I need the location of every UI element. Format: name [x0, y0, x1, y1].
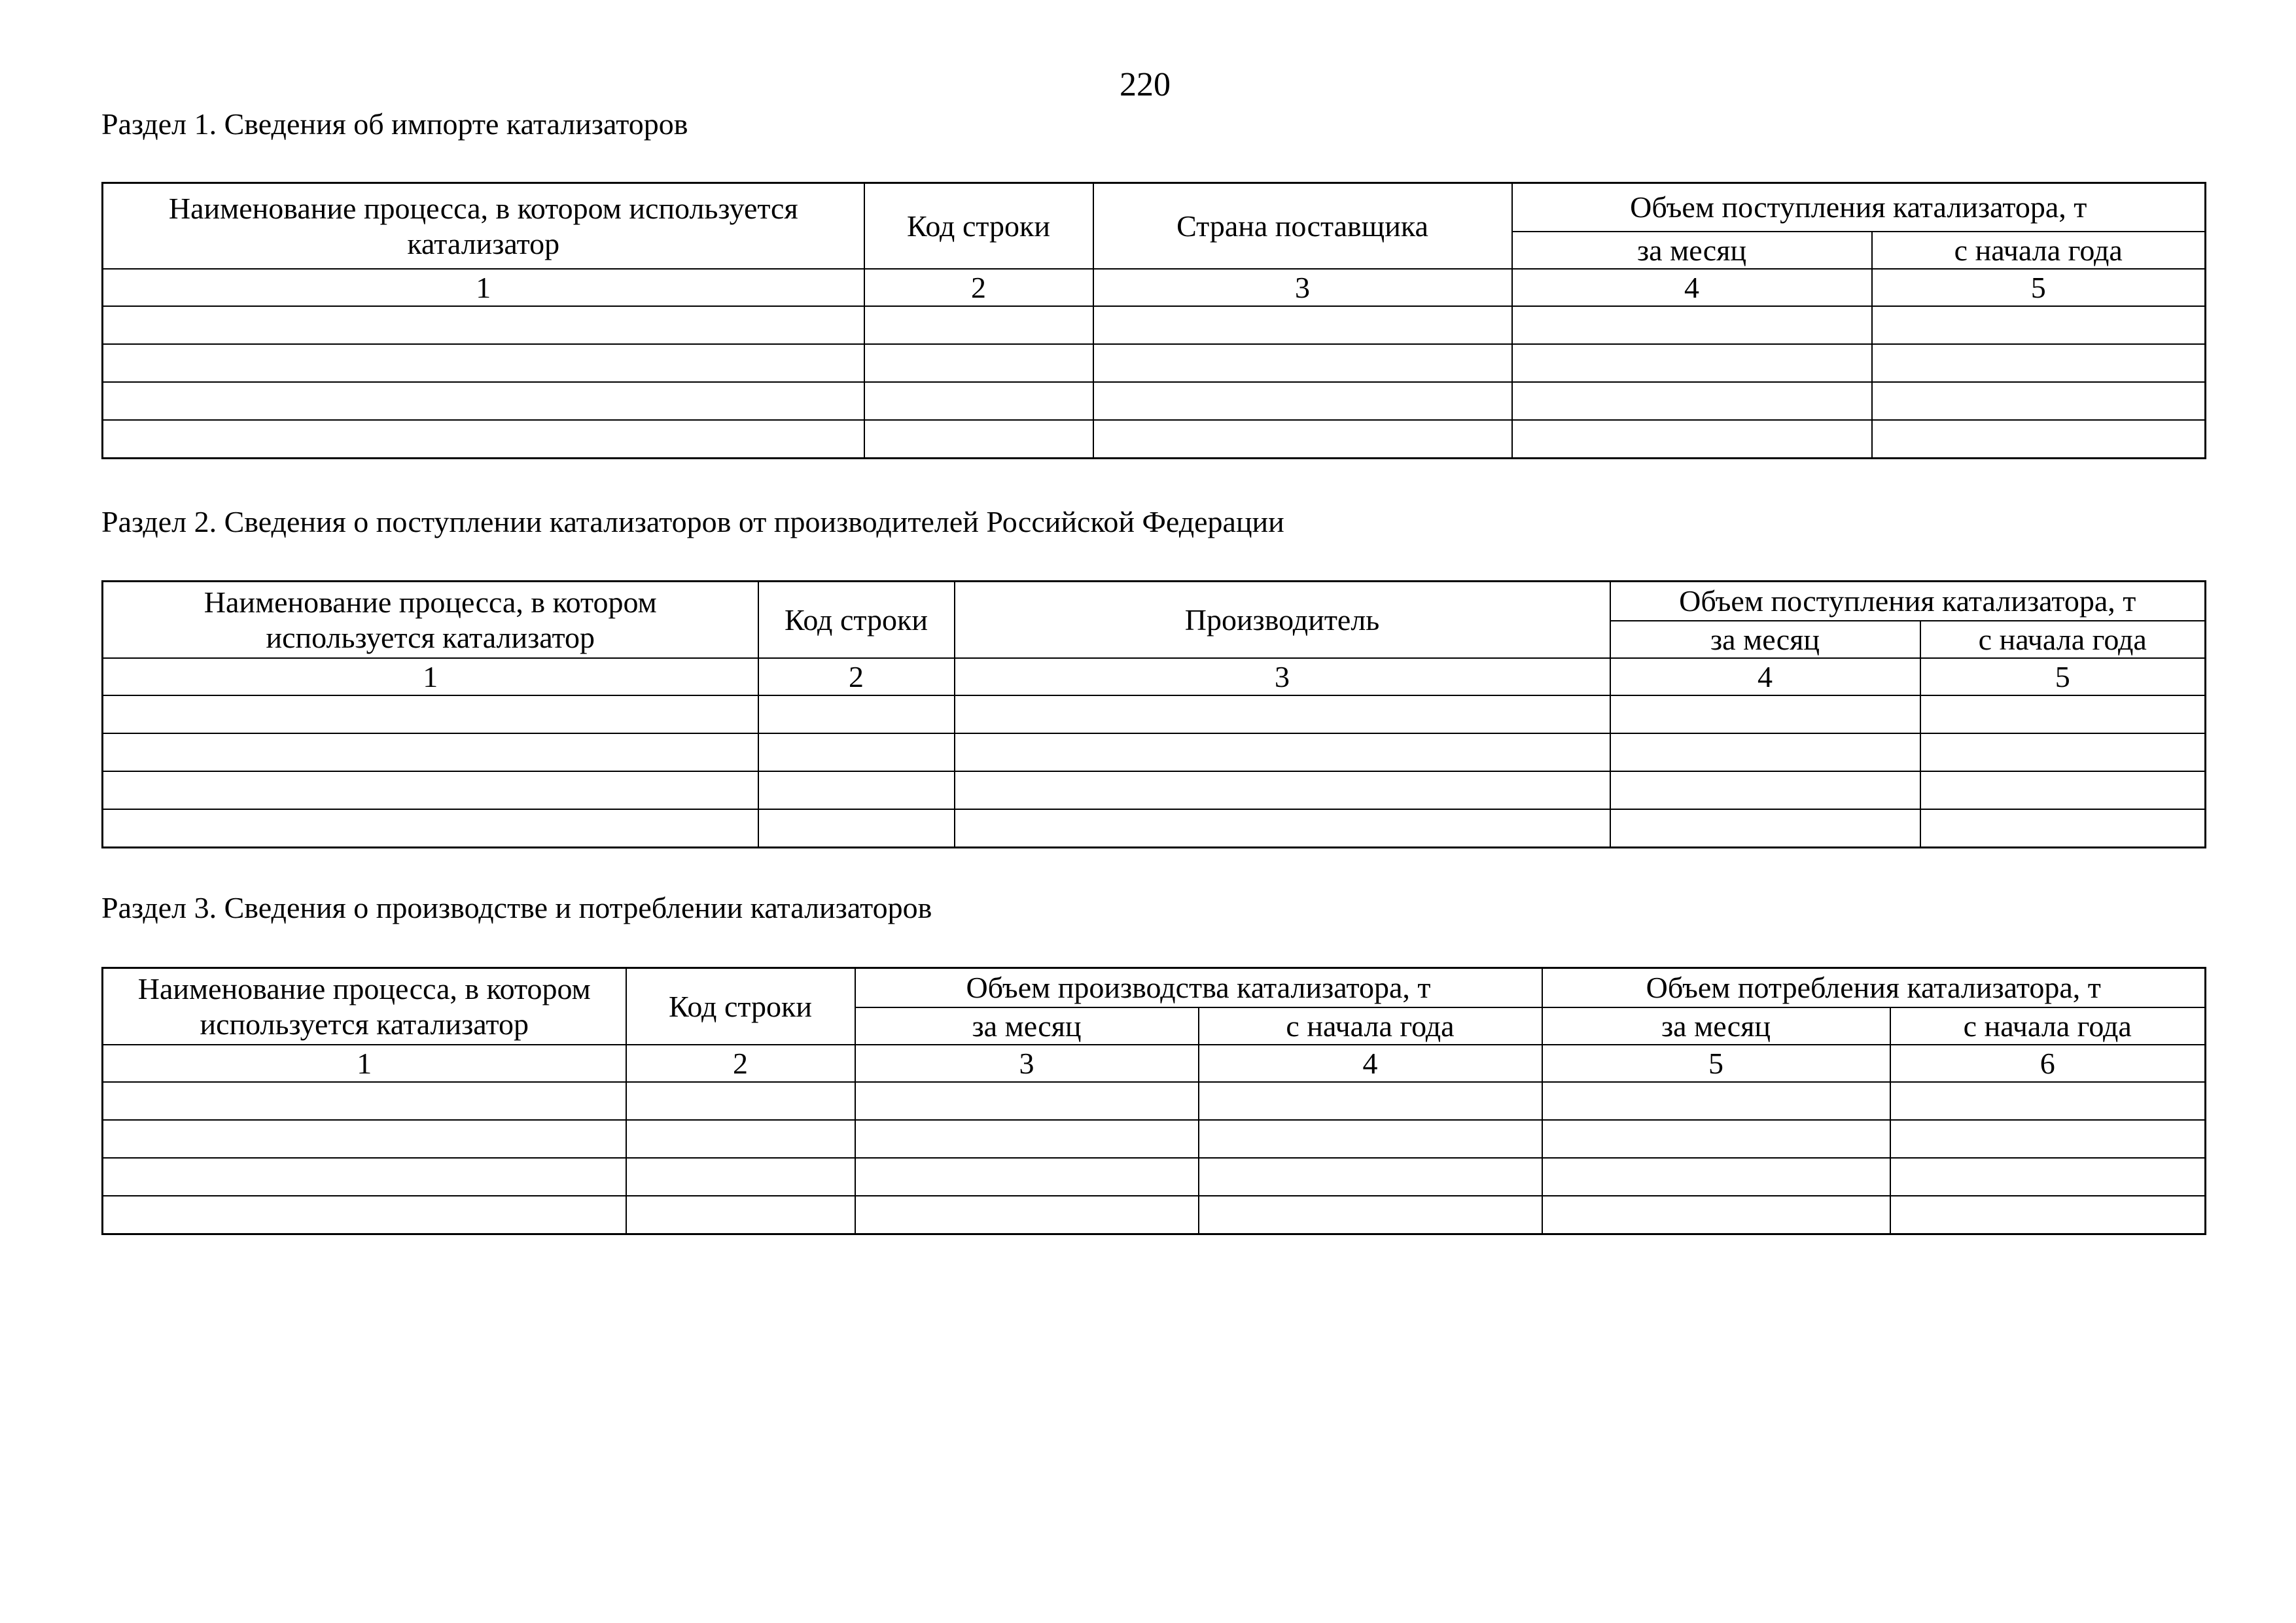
empty-cell[interactable] [1890, 1196, 2206, 1234]
header-production-year-to-date: с начала года [1199, 1007, 1542, 1045]
empty-cell[interactable] [1199, 1196, 1542, 1234]
empty-cell[interactable] [864, 344, 1093, 382]
empty-cell[interactable] [103, 344, 864, 382]
empty-cell[interactable] [626, 1196, 855, 1234]
empty-cell[interactable] [1199, 1120, 1542, 1158]
column-number: 5 [1920, 658, 2206, 695]
empty-cell[interactable] [758, 771, 955, 809]
empty-cell[interactable] [103, 1196, 626, 1234]
empty-cell[interactable] [855, 1120, 1199, 1158]
column-number: 2 [626, 1045, 855, 1082]
empty-cell[interactable] [864, 306, 1093, 344]
header-producer: Производитель [955, 582, 1610, 659]
page-number: 220 [1120, 66, 1171, 103]
column-number: 5 [1872, 269, 2206, 306]
empty-cell[interactable] [864, 382, 1093, 420]
header-receipt-volume: Объем поступления катализатора, т [1610, 582, 2206, 621]
header-supplier-country: Страна поставщика [1093, 183, 1512, 270]
column-number: 4 [1610, 658, 1920, 695]
header-process-name: Наименование процесса, в котором используется катализатор [103, 582, 758, 659]
empty-cell[interactable] [103, 420, 864, 459]
column-number: 1 [103, 658, 758, 695]
empty-cell[interactable] [103, 382, 864, 420]
header-row-code: Код строки [626, 968, 855, 1045]
empty-cell[interactable] [103, 695, 758, 733]
header-row-code: Код строки [864, 183, 1093, 270]
empty-cell[interactable] [955, 771, 1610, 809]
empty-cell[interactable] [103, 771, 758, 809]
empty-cell[interactable] [855, 1196, 1199, 1234]
empty-cell[interactable] [1512, 306, 1872, 344]
empty-cell[interactable] [758, 695, 955, 733]
column-number: 2 [758, 658, 955, 695]
table-row [103, 306, 2206, 344]
empty-cell[interactable] [103, 306, 864, 344]
empty-cell[interactable] [864, 420, 1093, 459]
empty-cell[interactable] [1610, 695, 1920, 733]
empty-cell[interactable] [1920, 733, 2206, 771]
section-3-title: Раздел 3. Сведения о производстве и потреблении катализаторов [101, 891, 932, 924]
column-number: 5 [1542, 1045, 1890, 1082]
section-2-table [101, 580, 2206, 848]
empty-cell[interactable] [1872, 344, 2206, 382]
table-row [103, 1120, 2206, 1158]
empty-cell[interactable] [1542, 1120, 1890, 1158]
section-1-table [101, 182, 2206, 459]
empty-cell[interactable] [1199, 1158, 1542, 1196]
empty-cell[interactable] [1542, 1196, 1890, 1234]
table-row [103, 1082, 2206, 1120]
column-number: 3 [1093, 269, 1512, 306]
empty-cell[interactable] [1093, 344, 1512, 382]
empty-cell[interactable] [1890, 1158, 2206, 1196]
empty-cell[interactable] [1920, 695, 2206, 733]
table-row [103, 771, 2206, 809]
empty-cell[interactable] [626, 1082, 855, 1120]
header-consumption-per-month: за месяц [1542, 1007, 1890, 1045]
empty-cell[interactable] [103, 733, 758, 771]
empty-cell[interactable] [955, 695, 1610, 733]
empty-cell[interactable] [1512, 382, 1872, 420]
column-number: 1 [103, 269, 864, 306]
empty-cell[interactable] [1610, 809, 1920, 848]
header-process-name: Наименование процесса, в котором используется катализатор [103, 183, 864, 270]
empty-cell[interactable] [1872, 382, 2206, 420]
table-row [103, 344, 2206, 382]
empty-cell[interactable] [103, 809, 758, 848]
table-row [103, 733, 2206, 771]
table-row [103, 1196, 2206, 1234]
header-per-month: за месяц [1610, 621, 1920, 658]
table-row [103, 1158, 2206, 1196]
header-production-per-month: за месяц [855, 1007, 1199, 1045]
empty-cell[interactable] [103, 1120, 626, 1158]
header-row-code: Код строки [758, 582, 955, 659]
empty-cell[interactable] [1093, 420, 1512, 459]
section-3-table [101, 967, 2206, 1235]
column-number: 6 [1890, 1045, 2206, 1082]
empty-cell[interactable] [1872, 306, 2206, 344]
empty-cell[interactable] [955, 809, 1610, 848]
table-row [103, 809, 2206, 848]
empty-cell[interactable] [1610, 771, 1920, 809]
header-year-to-date: с начала года [1920, 621, 2206, 658]
header-process-name: Наименование процесса, в котором используется катализатор [103, 968, 626, 1045]
empty-cell[interactable] [1920, 771, 2206, 809]
header-production-volume: Объем производства катализатора, т [855, 968, 1542, 1008]
empty-cell[interactable] [1093, 382, 1512, 420]
header-year-to-date: с начала года [1872, 232, 2206, 269]
empty-cell[interactable] [1872, 420, 2206, 459]
table-row [103, 382, 2206, 420]
empty-cell[interactable] [626, 1120, 855, 1158]
column-number: 1 [103, 1045, 626, 1082]
column-number: 2 [864, 269, 1093, 306]
empty-cell[interactable] [1093, 306, 1512, 344]
empty-cell[interactable] [758, 733, 955, 771]
empty-cell[interactable] [1890, 1082, 2206, 1120]
column-number: 3 [955, 658, 1610, 695]
empty-cell[interactable] [758, 809, 955, 848]
section-1-title: Раздел 1. Сведения об импорте катализаторов [101, 107, 688, 141]
empty-cell[interactable] [103, 1158, 626, 1196]
empty-cell[interactable] [626, 1158, 855, 1196]
empty-cell[interactable] [1542, 1082, 1890, 1120]
header-consumption-year-to-date: с начала года [1890, 1007, 2206, 1045]
section-2-title: Раздел 2. Сведения о поступлении катализаторов от производителей Российской Федерации [101, 505, 1284, 538]
column-number: 3 [855, 1045, 1199, 1082]
header-receipt-volume: Объем поступления катализатора, т [1512, 183, 2206, 232]
empty-cell[interactable] [103, 1082, 626, 1120]
empty-cell[interactable] [955, 733, 1610, 771]
empty-cell[interactable] [1199, 1082, 1542, 1120]
empty-cell[interactable] [1542, 1158, 1890, 1196]
column-number: 4 [1512, 269, 1872, 306]
empty-cell[interactable] [855, 1158, 1199, 1196]
empty-cell[interactable] [855, 1082, 1199, 1120]
empty-cell[interactable] [1512, 344, 1872, 382]
empty-cell[interactable] [1890, 1120, 2206, 1158]
header-per-month: за месяц [1512, 232, 1872, 269]
header-consumption-volume: Объем потребления катализатора, т [1542, 968, 2206, 1008]
empty-cell[interactable] [1920, 809, 2206, 848]
table-row [103, 695, 2206, 733]
table-row [103, 420, 2206, 459]
empty-cell[interactable] [1512, 420, 1872, 459]
empty-cell[interactable] [1610, 733, 1920, 771]
column-number: 4 [1199, 1045, 1542, 1082]
